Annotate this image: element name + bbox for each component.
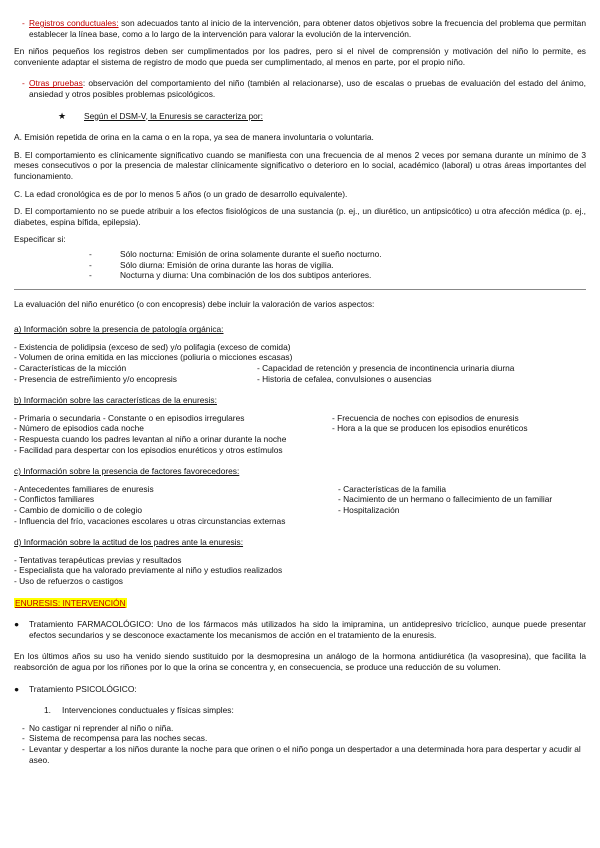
farmacologico-paragraph: ● Tratamiento FARMACOLÓGICO: Uno de los fármacos más utilizados ha sido la imipramina, un antidepresivo tricíclico, aunque puede presentar efectos secundarios y se desconoce exactamente los mecanismos de acción en el tratamiento de la enuresis. — [14, 619, 586, 640]
list-item: - Antecedentes familiares de enuresis — [14, 483, 154, 494]
otras-pruebas-paragraph — [14, 78, 586, 99]
section-a-list — [14, 342, 586, 384]
subtype-list — [14, 249, 586, 281]
section-a-heading: a) Información sobre la presencia de patología orgánica: — [14, 324, 224, 335]
section-b-heading: b) Información sobre las características de la enuresis: — [14, 395, 217, 406]
list-item: - Especialista que ha valorado previamente al niño y estudios realizados — [14, 565, 283, 576]
registros-text: son adecuados tanto al inicio de la intervención, para obtener datos objetivos sobre la frecuencia del problema que permitan establecer la línea base, como a lo largo de la intervención para valorar la evolución de la intervención. — [29, 18, 586, 39]
subtype-item: - Sólo nocturna: Emisión de orina solamente durante el sueño nocturno. — [89, 248, 382, 259]
list-item: - Frecuencia de noches con episodios de enuresis — [332, 412, 519, 423]
list-item: - Características de la familia — [338, 483, 446, 494]
list-item: - Características de la micción — [14, 363, 127, 374]
list-item: - Influencia del frío, vacaciones escolares u otras circunstancias externas — [14, 515, 286, 526]
item-number: 1. — [44, 705, 51, 716]
list-item: - Volumen de orina emitida en las micciones (poliuria o micciones escasas) — [14, 352, 293, 363]
bullet-icon: ● — [14, 619, 20, 630]
list-item: - Respuesta cuando los padres levantan al niño a orinar durante la noche — [14, 434, 287, 445]
evaluation-intro: La evaluación del niño enurético (o con encopresis) debe incluir la valoración de varios aspectos: — [14, 298, 375, 309]
star-icon: ★ — [58, 110, 67, 121]
list-item: - Uso de refuerzos o castigos — [14, 575, 123, 586]
list-item: - Historia de cefalea, convulsiones o ausencias — [257, 373, 432, 384]
subtype-item: - Sólo diurna: Emisión de orina durante las horas de vigilia. — [89, 259, 334, 270]
registros-label: Registros conductuales: — [29, 18, 119, 28]
list-item: - Capacidad de retención y presencia de incontinencia urinaria diurna — [257, 363, 515, 374]
otras-pruebas-text: : observación del comportamiento del niño (también al relacionarse), uso de escalas o pruebas de evaluación del estado del ánimo, ansiedad y otros posibles problemas psicológicos. — [29, 78, 586, 99]
registros-paragraph — [14, 18, 586, 39]
intervention-numbered-item: 1. Intervenciones conductuales y físicas simples: — [44, 705, 234, 716]
especificar-label: Especificar si: — [14, 234, 66, 245]
intervention-list — [14, 723, 586, 765]
section-d-heading: d) Información sobre la actitud de los padres ante la enuresis: — [14, 537, 244, 548]
list-item: - Facilidad para despertar con los episodios enuréticos y otros estímulos — [14, 444, 283, 455]
list-item: - Levantar y despertar a los niños durante la noche para que orinen o el niño ponga un despertador a una determinada hora para despertar y acudir al aseo. — [22, 743, 581, 765]
list-item: - No castigar ni reprender al niño o niña. — [22, 722, 174, 733]
criterion-b: B. El comportamiento es clínicamente significativo cuando se manifiesta con una frecuencia de al menos 2 veces por semana durante un mínimo de 3 meses consecutivos o por la presencia de malestar clínicamente significativo o deterioro en lo social, académico (laboral) u otras áreas importantes del funcionamiento. — [14, 149, 586, 181]
section-b-list — [14, 413, 586, 455]
list-item: - Número de episodios cada noche — [14, 423, 144, 434]
subtype-item: - Nocturna y diurna: Una combinación de los dos subtipos anteriores. — [89, 270, 372, 281]
ninos-paragraph: En niños pequeños los registros deben ser cumplimentados por los padres, pero si el nivel de comprensión y motivación del niño lo permite, es conveniente adaptar el sistema de registro de modo que pueda ser cumplimentado, al menos en parte, por el propio niño. — [14, 46, 586, 67]
dsm-heading-line — [14, 111, 586, 122]
dsm-heading: Según el DSM-V, la Enuresis se caracteriza por: — [84, 110, 263, 121]
dash-bullet: - — [22, 78, 25, 89]
list-item: - Nacimiento de un hermano o fallecimiento de un familiar — [338, 494, 553, 505]
desmopresina-paragraph: En los últimos años su uso ha venido siendo sustituido por la desmopresina un análogo de la hormona antidiurética (la vasopresina), que facilita la reabsorción de agua por los riñones por lo que la orina se concentra y, en consecuencia, se produce una reducción de su volumen. — [14, 651, 586, 672]
list-item: - Cambio de domicilio o de colegio — [14, 505, 143, 515]
psicologico-line: ● Tratamiento PSICOLÓGICO: — [14, 683, 137, 694]
list-item: - Existencia de polidipsia (exceso de sed) y/o polifagia (exceso de comida) — [14, 341, 291, 352]
intervention-title: ENURESIS: INTERVENCIÓN — [15, 597, 126, 608]
criterion-a: A. Emisión repetida de orina en la cama o en la ropa, ya sea de manera involuntaria o voluntaria. — [14, 132, 374, 143]
intervention-title-line — [14, 598, 586, 609]
list-item: - Sistema de recompensa para las noches secas. — [22, 733, 208, 744]
dash-bullet: - — [22, 18, 25, 28]
otras-pruebas-label: Otras pruebas — [29, 78, 83, 89]
section-divider — [14, 289, 586, 290]
list-item: - Conflictos familiares — [14, 494, 95, 505]
criterion-d: D. El comportamiento no se puede atribuir a los efectos fisiológicos de una sustancia (p. ej., un diurético, un antipsicótico) u otra afección médica (p. ej., diabetes, espina bífida, epilepsia). — [14, 206, 586, 227]
list-item: - Hospitalización — [338, 505, 400, 515]
criterion-c: C. La edad cronológica es de por lo menos 5 años (o un grado de desarrollo equivalente). — [14, 188, 348, 199]
bullet-icon: ● — [14, 683, 20, 694]
list-item: - Tentativas terapéuticas previas y resultados — [14, 554, 182, 565]
section-c-heading: c) Información sobre la presencia de factores favorecedores: — [14, 466, 240, 477]
list-item: - Hora a la que se producen los episodios enuréticos — [332, 423, 528, 434]
section-d-list — [14, 555, 586, 587]
list-item: - Primaria o secundaria - Constante o en episodios irregulares — [14, 412, 245, 423]
list-item: - Presencia de estreñimiento y/o encopresis — [14, 373, 177, 384]
section-c-list — [14, 484, 586, 526]
